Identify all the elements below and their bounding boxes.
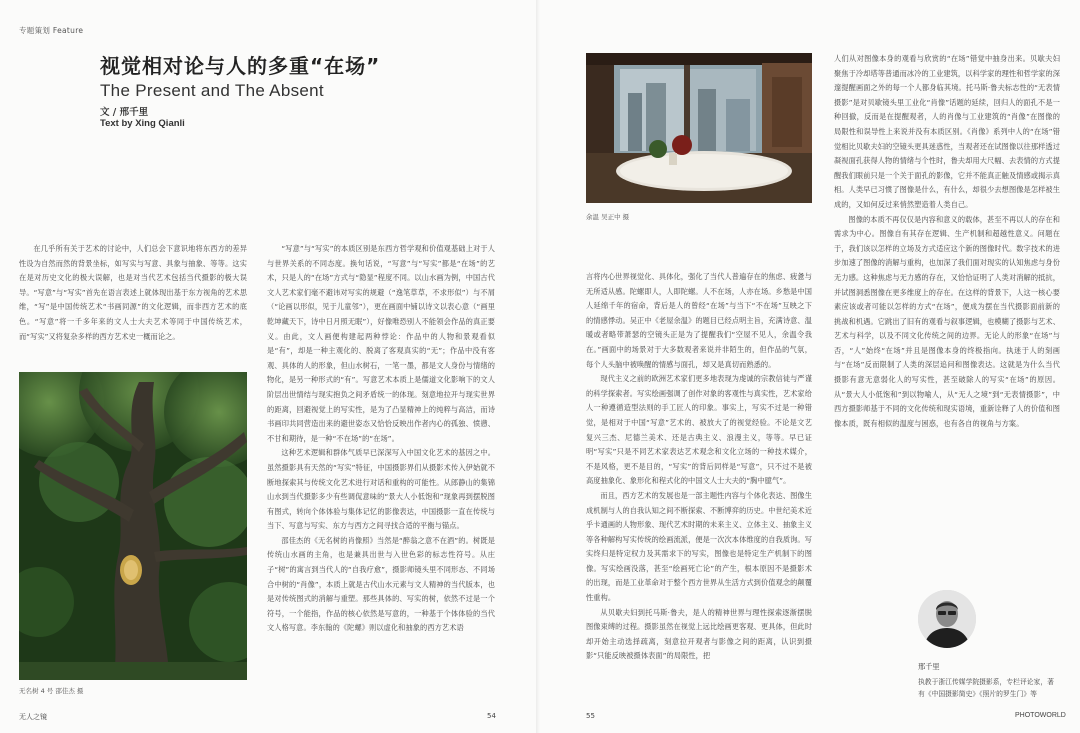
room-photo-caption: 余温 吴正中 摄 — [586, 213, 630, 221]
page-number-left: 54 — [487, 712, 496, 720]
paragraph: 在几乎所有关于艺术的讨论中，人们总会下意识地将东西方的差异性设为自然而然的背景坐标，如写实与写意、具象与抽象、等等。这实在是对历史文化的极大误解，也是对当代艺术包括当代摄影的极大误导。“写意”与“写实”首先在语言表述上就体现出基于东方视角的艺术思维，“写”是中国传统艺术“书画同源”的文化逻辑，而非西方艺术的底色。“写意”将一千多年来的文人士大夫艺术等同于中国传统艺术，而“写实”又将复杂多样的西方艺术史一概而论之。 — [19, 244, 247, 341]
paragraph: 图像的本质不再仅仅是内容和意义的载体，甚至不再以人的存在和需求为中心。图像自有其存在逻辑、生产机制和超越性意义。问题在于，我们该以怎样的立场及方式适应这个新的图像时代。数字技术的进步加速了图像的消解与重构，也加深了我们面对现实的认知焦虑与身份无力感。这种焦虑与无力感的存在，又恰恰证明了人类对消解的抵抗，并试图洞悉图像在更多维度上的存在。在这样的背景下，人这一核心要素应该或者可能以怎样的方式“在场”，便成为摆在当代摄影面前新的挑战和机遇。它跳出了旧有的观看与叙事逻辑，也模糊了摄影与艺术、艺术与科学，以及不同文化传统之间的边界。无论人的形象“在场”与否，“人”始终“在场”并且是图像本身的终极指向。执迷于人的刻画与“在场”反而限制了人类的深层追问和图像表达。这就是为什么当代摄影有意无意弱化人的写实性，甚至破除人的写实“在场”的原因。从“景大人小低饱和”到以物喻人，从“无人之境”到“无表情摄影”，中西方摄影师基于不同的文化传统和现实语境，重新诠释了人的价值和图像本质，既有相似的温度与困惑，也有各自的视角与方案。 — [834, 214, 1060, 428]
paragraph: 现代主义之前的欧洲艺术家们更多地表现为虔诚的宗教信徒与严谨的科学探索者。写实绘画强调了创作对象的客观性与真实性，艺术家给人一种遵循造型法则的手工匠人的印象。事实上，写实不过是一种错觉，是相对于中国“写意”艺术的、被放大了的视觉经验。不论是文艺复兴三杰、尼德兰美术、还是古典主义、浪漫主义，等等。早已证明“写实”只是不同艺术家表达艺术观念和文化立场的一种技术媒介，不是风格，更不是目的，“写实”的背后同样是“写意”，只不过不是被高度抽象化、象形化和程式化的中国文人士大夫的“胸中臆气”。 — [586, 374, 812, 486]
room-photo-image — [586, 53, 812, 203]
text-column-right-1 — [586, 270, 812, 700]
author-bio: 执教于浙江传媒学院摄影系，专栏评论家，著有《中国摄影简史》《照片的罗生门》等 — [918, 678, 1054, 698]
section-tag: 专题策划 Feature — [19, 26, 84, 35]
text-column-left-2 — [267, 242, 495, 702]
author-name: 邢千里 — [918, 662, 940, 671]
tree-photo-caption: 无名树 4 号 邵佳杰 摄 — [19, 687, 84, 695]
footer-section-label: 无人之镜 — [19, 713, 47, 721]
author-portrait-image — [918, 590, 976, 648]
text-column-right-2 — [834, 52, 1060, 492]
text-column-left-1 — [19, 242, 247, 344]
byline-en: Text by Xing Qianli — [100, 118, 185, 129]
tree-photo — [19, 372, 247, 680]
paragraph: 这种艺术逻辑和群体气质早已深深写入中国文化艺术的基因之中。虽然摄影具有天然的“写实”特征，中国摄影界们从摄影术传入伊始就不断地探索其与传统文化艺术进行对话和重构的可能性。从郎静山的集锦山水到当代摄影多少有些调侃意味的“景大人小低饱和”现象再到摆脱图有图式，转向个体体验与集体记忆的影像表达，中国摄影一直在传统与当下、写意与写实、东方与西方之间寻找合适的平衡与锚点。 — [267, 448, 495, 531]
byline-cn: 文 / 邢千里 — [100, 107, 149, 118]
tree-photo-image — [19, 372, 247, 680]
page-number-right: 55 — [586, 712, 595, 720]
article-title-cn: 视觉相对论与人的多重“在场” — [100, 54, 381, 78]
room-photo — [586, 53, 812, 203]
article-title-en: The Present and The Absent — [100, 81, 324, 100]
author-portrait — [918, 590, 976, 648]
paragraph: 邵佳杰的《无名树的肖像照》当然是“醉翁之意不在酒”的。树既是传统山水画的主角，也是兼具出世与入世色彩的标志性符号。从庄子“树”的寓言到当代人的“自我疗愈”，摄影师镜头里不同形态、不同场合中树的“肖像”，本质上就是古代山水元素与文人精神的当代版本，也是对传统图式的消解与重塑。那些具体的、写实的树，依然不过是一个符号，一个能指，作品的核心依然是写意的，一种基于个体体验的当代文人格写意。李东翰的《陀螺》则以虚化和抽象的西方艺术语 — [267, 535, 495, 633]
paragraph: 言将内心世界视觉化、具体化，强化了当代人普遍存在的焦虑、疲惫与无所适从感。陀螺即人，人即陀螺。人不在场，人亦在场。乡愁是中国人延绵千年的宿命，背后是人的曾经“在场”与当下“不在场”互映之下的情感悸动。吴正中《老屋余温》的题目已经点明主旨，充满诗意、温暖或者略带萧瑟的空镜头正是为了提醒我们“空屋不见人，余温令我在。”画面中的场景对于大多数观者来说并非陌生的，但作品的气氛，每个人头脑中被唤醒的情感与面孔，却又是真切而熟悉的。 — [586, 272, 812, 369]
magazine-name: PHOTOWORLD — [1015, 712, 1066, 719]
paragraph: 而且，西方艺术的发展也是一部主题性内容与个体化表达、图像生成机制与人的自我认知之间不断探索、不断博弈的历史。中世纪美术近乎卡通画的人物形象、现代艺术时期的未来主义、立体主义、抽象主义等各种解构写实传统的绘画流派，便是一次次本体维度的自我质询。写实终归是特定权力及其需求下的写实，图像也是特定生产机制下的图像。写实绘画没落，甚至“绘画死亡论”的产生，根本原因不是摄影术的出现，而是工业革命对于整个西方世界从生活方式到价值观念的颠覆性重构。 — [586, 490, 812, 603]
paragraph: “写意”与“写实”的本质区别是东西方哲学观和价值观基础上对于人与世界关系的不同态度。换句话说，“写意”与“写实”都是“在场”的艺术，只是人的“在场”方式与“隐显”程度不同。以山水画为例，中国古代文人艺术家们毫不避讳对写实的规避（“逸笔草草，不求形似”）与不屑（“论画以形似，见于儿童邻”），更在画面中铺以诗文以表心意（“画里乾坤藏天下，诗中日月照无眠”），好像唯恐别人不能领会作品的真正要义。由此，文人画便构建起两种悖论：作品中的人物和景观看似是“有”，却是一种主观化的、脱离了客观真实的“无”；作品中没有客观、具体的人的形象，但山水树石，一笔一墨，都是文人身份与情绪的物化，是另一种形式的“有”。写意艺术本质上是儒道文化影响下的文人阶层出世情结与现实抱负之间矛盾统一的体现。刻意地拉开与现实世界的距离，回避视觉上的写实性，是为了凸显精神上的纯粹与高洁，而诗书画印共同营造出来的避世姿态又恰恰反映出作者内心的孤独、愤懑、不甘和期待，是一种“不在场”的“在场”。 — [267, 244, 495, 443]
paragraph: 人们从对图像本身的观看与欣赏的“在场”错觉中抽身出来。贝歇夫妇聚焦于冷却塔等普通而冰冷的工业建筑，以科学家的理性和哲学家的深邃提醒画面之外的每一个人都身临其境。托马斯·鲁夫标志性的“无表情摄影”是对贝歇镜头里工业化“肖像”话题的延续，回归人的面孔不是一种回撤，反而是在提醒观者，人的肖像与工业建筑的“肖像”在图像的局限性和误导性上来说并没有本质区别。《肖像》系列中人的“在场”错觉相比贝歇夫妇的空镜头更具迷惑性，当观者还在试图像以往那样透过凝视面孔获得人物的情绪与个性时，鲁夫却用大尺幅、去表情的方式提醒我们眼前只是一个关于面孔的影像，它并不能真正触及情感或揭示真相。人类早已习惯了图像是什么，有什么，却很少去想图像是怎样被生成的，又如何反过来悄然塑造着人类自己。 — [834, 54, 1060, 209]
paragraph: 从贝歇夫妇到托马斯·鲁夫，是人的精神世界与理性探索逐渐摆脱图像束缚的过程。摄影虽然在视觉上远比绘画更客观、更具体，但此时却开始主动选择疏离，刻意拉开观者与影像之间的距离，认识到摄影“只能反映被摄体表面”的局限性，把 — [586, 607, 812, 661]
